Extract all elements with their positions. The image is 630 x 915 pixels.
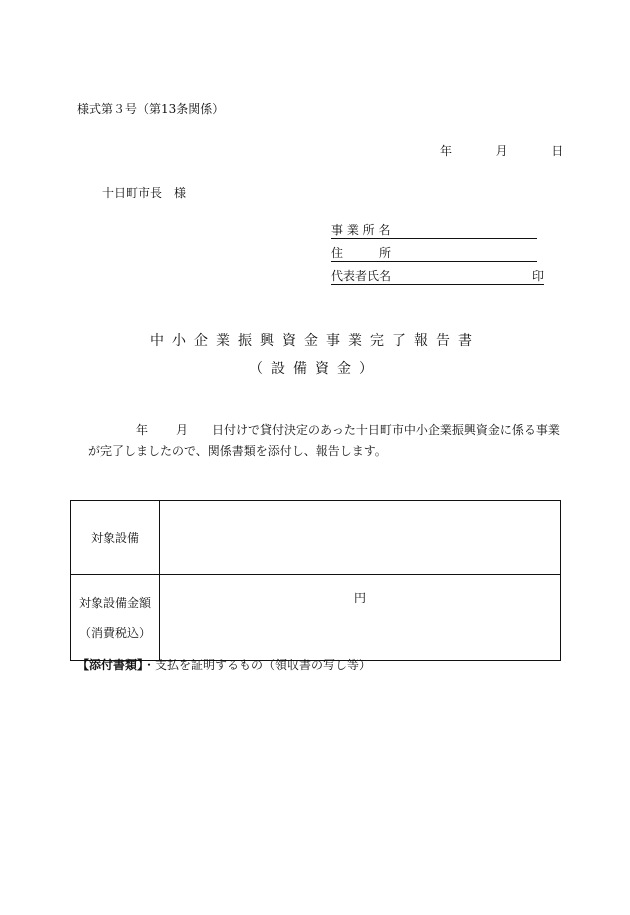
form-number: 様式第３号（第13条関係） bbox=[77, 102, 225, 116]
equipment-amount-header bbox=[71, 575, 160, 661]
document-title: 中小企業振興資金事業完了報告書 bbox=[150, 333, 480, 349]
attachments-text: ・支払を証明するもの（領収書の写し等） bbox=[143, 658, 372, 672]
table-row bbox=[71, 575, 561, 661]
office-name-field bbox=[331, 222, 537, 239]
tax-included-label: （消費税込） bbox=[78, 625, 151, 640]
seal-mark: 印 bbox=[531, 269, 544, 283]
body-month: 月 bbox=[176, 423, 189, 437]
equipment-table bbox=[70, 500, 561, 661]
target-equipment-header: 対象設備 bbox=[71, 501, 160, 575]
equipment-amount-cell bbox=[160, 575, 561, 661]
body-year: 年 bbox=[136, 423, 149, 437]
date-year: 年 bbox=[440, 144, 453, 158]
date-line bbox=[440, 142, 563, 159]
address-label: 住 所 bbox=[331, 246, 392, 260]
table-row bbox=[71, 501, 561, 575]
address-field bbox=[331, 245, 537, 262]
target-equipment-cell bbox=[160, 501, 561, 575]
attachments-note bbox=[77, 656, 371, 673]
attachments-label: 【添付書類】 bbox=[77, 658, 144, 672]
yen-unit: 円 bbox=[353, 591, 366, 605]
date-month: 月 bbox=[495, 144, 508, 158]
addressee: 十日町市長 様 bbox=[102, 186, 187, 200]
representative-field bbox=[331, 268, 544, 285]
equipment-amount-label: 対象設備金額 bbox=[78, 595, 151, 610]
report-body bbox=[88, 420, 568, 462]
document-subtitle: （設備資金） bbox=[249, 361, 381, 377]
office-name-label: 事 業 所 名 bbox=[331, 223, 391, 237]
body-text: 日付けで貸付決定のあった十日町市中小企業振興資金に係る事業が完了しましたので、関係書類を添付し、報告します。 bbox=[88, 423, 560, 458]
date-day: 日 bbox=[551, 144, 564, 158]
representative-label: 代表者氏名 bbox=[331, 269, 392, 283]
